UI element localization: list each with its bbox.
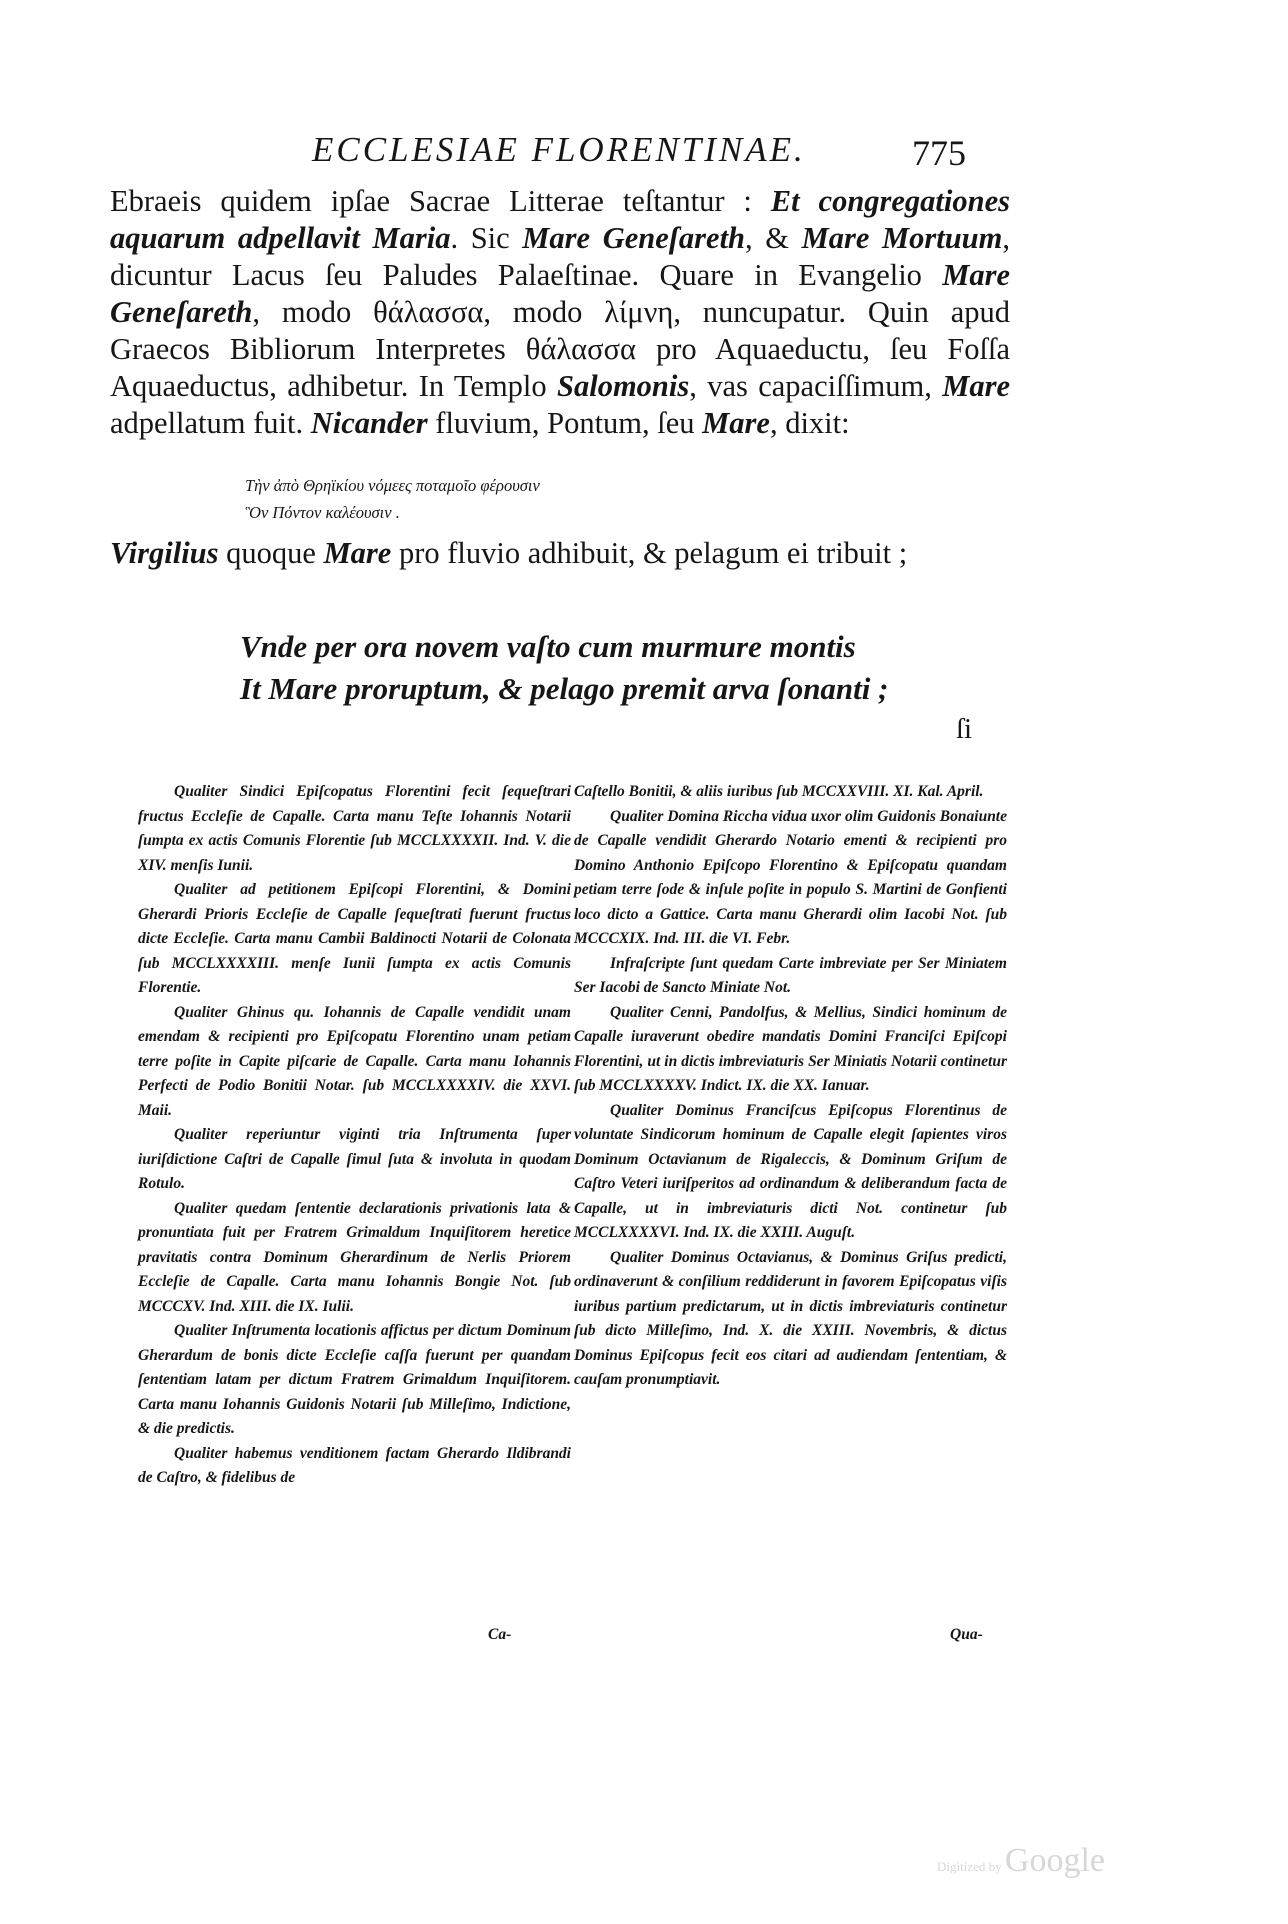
note-item: Qualiter Dominus Franciſcus Epiſcopus Florentinus de voluntate Sindicorum hominum de Capalle elegit ſapientes viros Dominum Octavianum de Rigaleccis, & Dominum Griſum de Caſtro Veteri iuriſperitos ad ordinandum & deliberandum facta de Capalle, ut in imbreviaturis dicti Not. continetur ſub MCCLXXXXVI. Ind. IX. die XXIII. Auguſt. bbox=[574, 1101, 1007, 1241]
digitization-watermark bbox=[937, 1842, 1105, 1880]
note-item: Qualiter ad petitionem Epiſcopi Florentini, & Domini Gherardi Prioris Eccleſie de Capalle ſequeſtrati fuerunt fructus dicte Eccleſie. Carta manu Cambii Baldinocti Notarii de Colonata ſub MCCLXXXXIII. menſe Iunii ſumpta ex actis Comunis Florentie. bbox=[138, 881, 571, 996]
main-catchword: ſi bbox=[956, 713, 973, 745]
right-column-catchword: Qua- bbox=[950, 1626, 983, 1643]
italic-run: Salomonis bbox=[557, 369, 690, 403]
note-item: Qualiter reperiuntur viginti tria Inſtrumenta ſuper iuriſdictione Caſtri de Capalle ſimul ſuta & involuta in quodam Rotulo. bbox=[138, 1126, 571, 1192]
greek-line-2: Ὃν Πόντον καλέουσιν . bbox=[245, 503, 400, 522]
note-item: Qualiter quedam ſententie declarationis privationis lata & pronuntiata fuit per Fratrem Grimaldum Inquiſitorem heretice pravitatis contra Dominum Gherardinum de Nerlis Priorem Eccleſie de Capalle. Carta manu Iohannis Bongie Not. ſub MCCCXV. Ind. XIII. die IX. Iulii. bbox=[138, 1199, 571, 1315]
text-run: , vas capaciſſimum, bbox=[689, 369, 943, 403]
italic-run: Mare bbox=[702, 406, 770, 440]
virgil-verse bbox=[240, 626, 888, 710]
note-item: Qualiter habemus venditionem factam Gherardo Ildibrandi de Caſtro, & fidelibus de bbox=[138, 1444, 571, 1486]
verse-line-2: It Mare proruptum, & pelago premit arva ſonanti ; bbox=[240, 671, 889, 706]
main-paragraph bbox=[110, 183, 1010, 442]
note-item: Qualiter Domina Riccha vidua uxor olim Guidonis Bonaiunte de Capalle vendidit Gherardo Notario ementi & recipienti pro Domino Anthonio Epiſcopo Florentino & Epiſcopatu quandam petiam terre ſode & inſule poſite in populo S. Martini de Gonfienti loco dicto a Gattice. Carta manu Gherardi olim Iacobi Not. ſub MCCCXIX. Ind. III. die VI. Febr. bbox=[574, 807, 1007, 947]
page-number: 775 bbox=[912, 133, 966, 173]
footnotes-right-column bbox=[574, 780, 1007, 1393]
greek-quotation bbox=[245, 472, 540, 526]
italic-run: Mare bbox=[942, 369, 1010, 403]
note-item: Infraſcripte ſunt quedam Carte imbreviate per Ser Miniatem Ser Iacobi de Sancto Miniate Not. bbox=[574, 954, 1007, 996]
watermark-prefix: Digitized by bbox=[937, 1859, 1002, 1874]
text-run: , dixit: bbox=[769, 406, 850, 440]
text-run: . Sic bbox=[450, 221, 523, 255]
note-item: Qualiter Sindici Epiſcopatus Florentini fecit ſequeſtrari fructus Eccleſie de Capalle. Carta manu Teſte Iohannis Notarii ſumpta ex actis Comunis Florentie ſub MCCLXXXXII. Ind. V. die XIV. menſis Iunii. bbox=[138, 783, 571, 874]
text-run: pro fluvio adhibuit, & pelagum ei tribuit ; bbox=[391, 536, 908, 570]
text-run: fluvium, Pontum, ſeu bbox=[427, 406, 703, 440]
text-run: adpellatum fuit. bbox=[110, 406, 311, 440]
greek-line-1: Τὴν ἀπὸ Θρηϊκίου νόμεες ποταμοῖο φέρουσιν bbox=[245, 476, 540, 495]
italic-run: Virgilius bbox=[110, 536, 219, 570]
note-item: Qualiter Dominus Octavianus, & Dominus Griſus predicti, ordinaverunt & conſilium reddiderunt in favorem Epiſcopatus viſis iuribus partium predictarum, ut in dictis imbreviaturis continetur ſub dicto Milleſimo, Ind. X. die XXIII. Novembris, & dictus Dominus Epiſcopus fecit eos citari ad audiendam ſententiam, & cauſam pronumptiavit. bbox=[574, 1248, 1007, 1388]
virgil-paragraph bbox=[110, 535, 1010, 572]
text-run: Ebraeis quidem ipſae Sacrae Litterae teſtantur : bbox=[110, 184, 771, 218]
italic-run: Nicander bbox=[310, 406, 428, 440]
italic-run: Mare Geneſareth bbox=[522, 221, 746, 255]
italic-run: Et congregationes aquarum adpellavit Maria bbox=[110, 184, 1010, 255]
text-run: quoque bbox=[218, 536, 324, 570]
running-head-title: ECCLESIAE FLORENTINAE. bbox=[312, 130, 806, 169]
italic-run: Mare Mortuum bbox=[801, 221, 1003, 255]
note-item: Qualiter Inſtrumenta locationis affictus per dictum Dominum Gherardum de bonis dicte Eccleſie caſſa fuerunt per quandam ſententiam latam per dictum Fratrem Grimaldum Inquiſitorem. Carta manu Iohannis Guidonis Notarii ſub Milleſimo, Indictione, & die predictis. bbox=[138, 1322, 571, 1437]
text-run: , modo θάλασσα, modo λίμνη, nuncupatur. Quin apud Graecos Bibliorum Interpretes θάλασσα pro Aquaeductu, ſeu Foſſa Aquaeductus, adhibetur. In Templo bbox=[110, 295, 1010, 403]
left-column-catchword: Ca- bbox=[488, 1626, 512, 1643]
verse-line-1: Vnde per ora novem vaſto cum murmure montis bbox=[240, 629, 856, 664]
text-run: , dicuntur Lacus ſeu Paludes Palaeſtinae. Quare in Evangelio bbox=[110, 221, 1010, 292]
note-item: Caſtello Bonitii, & aliis iuribus ſub MCCXXVIII. XI. Kal. April. bbox=[574, 783, 984, 800]
italic-run: Mare Geneſareth bbox=[110, 258, 1010, 329]
text-run: , & bbox=[745, 221, 802, 255]
note-item: Qualiter Cenni, Pandolfus, & Mellius, Sindici hominum de Capalle iuraverunt obedire mandatis Domini Franciſci Epiſcopi Florentini, ut in dictis imbreviaturis Ser Miniatis Notarii continetur ſub MCCLXXXXV. Indict. IX. die XX. Ianuar. bbox=[574, 1003, 1007, 1094]
note-item: Qualiter Ghinus qu. Iohannis de Capalle vendidit unam emendam & recipienti pro Epiſcopatu Florentino unam petiam terre poſite in Capite piſcarie de Capalle. Carta manu Iohannis Perfecti de Podio Bonitii Notar. ſub MCCLXXXXIV. die XXVI. Maii. bbox=[138, 1003, 571, 1119]
italic-run: Mare bbox=[323, 536, 392, 570]
footnotes-left-column bbox=[138, 780, 571, 1491]
watermark-brand: Google bbox=[1004, 1842, 1105, 1879]
